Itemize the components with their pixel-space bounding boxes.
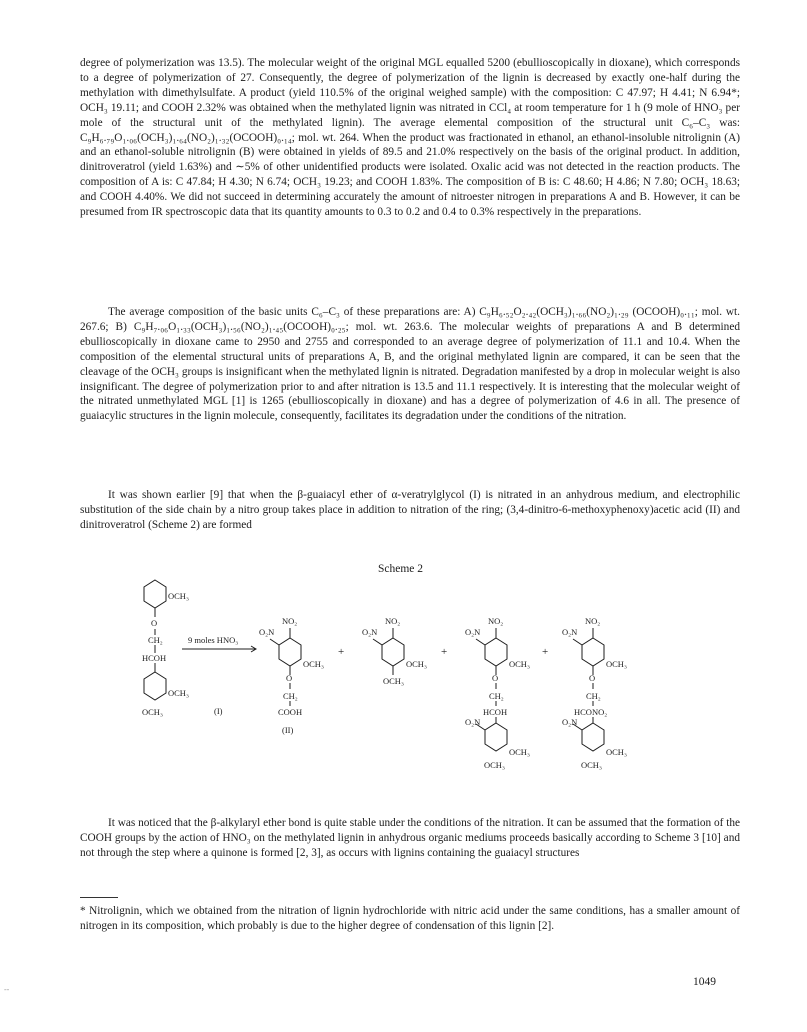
benzene-ring (144, 580, 166, 608)
o2n-label: O₂N (465, 717, 481, 727)
och3-label: OCH₃ (606, 747, 627, 757)
ch2-label: CH₂ (283, 691, 298, 701)
o2n-label: O₂N (465, 627, 481, 637)
footnote-divider (80, 897, 118, 898)
page-number: 1049 (693, 976, 716, 988)
no2-label: NO₂ (282, 616, 298, 626)
body-paragraph-2: The average composition of the basic units C₆–C₃ of these preparations are: A) C₉H₆.₅₂O₂.₄₂(OCH₃)₁.₆₆(NO₂)₁.₂₉ (O⁠C⁠OOH)₀.₁₁; mol. wt. 267.6; B) C₉H₇.₀₆O₁.₃₃(OCH₃)₁.₅₆(NO₂)₁.₄₅(O⁠C⁠OOH)₀.₂₅; mol. wt. 263.6. The molecular weights of preparations A and B determined ebullioscopically in dioxane came to 2950 and 2755 and corresponded to an average degree of polymerization of 11.1 and 10.4. When the composition of the elemental structural units of preparations A, B, and the original methylated lignin are compared, it can be seen that the cleavage of the OCH₃ groups is insignificant when the methylated lignin is nitrated. Degradation manifested by a drop in molecular weight is also insignificant. The degree of polymerization prior to and after nitration is 13.5 and 11.1 respectively. It is interesting that the molecular weight of the nitrated unmethylated MGL [1] is 1265 (ebullioscopically in dioxane) and has a degree of polymerization of 4.6 in all. The presence of guaiacylic structures in the lignin molecule, consequently, facilitates its degradation under the conditions of the nitration. (80, 306, 740, 423)
och3-label: OCH₃ (509, 659, 530, 669)
no2-label: NO₂ (385, 616, 401, 626)
benzene-ring (485, 638, 507, 666)
no2-label: NO₂ (488, 616, 504, 626)
och3-label: OCH₃ (168, 688, 189, 698)
benzene-ring (582, 723, 604, 751)
o2n-label: O₂N (259, 627, 275, 637)
och3-label: OCH₃ (509, 747, 530, 757)
benzene-ring (485, 723, 507, 751)
benzene-ring (582, 638, 604, 666)
hcoh-label: HCOH (142, 653, 167, 663)
scheme-2-diagram (130, 577, 670, 792)
och3-label: OCH₃ (303, 659, 324, 669)
ch2-label: CH₂ (148, 635, 163, 645)
reagent-label: 9 moles HNO₃ (188, 635, 239, 645)
och3-label: OCH₃ (142, 707, 163, 717)
och3-label: OCH₃ (406, 659, 427, 669)
scheme-title: Scheme 2 (378, 563, 424, 575)
hcono2-label: HCONO₂ (574, 707, 608, 717)
o2n-label: O₂N (362, 627, 378, 637)
o2n-label: O₂N (562, 717, 578, 727)
plus-sign: + (542, 646, 549, 658)
och3-label: OCH₃ (606, 659, 627, 669)
body-paragraph-3: It was shown earlier [9] that when the β-guaiacyl ether of α-veratrylglycol (I) is nitrated in an anhydrous medium, and electrophilic substitution of the side chain by a nitro group takes place in addition to nitration of the ring; (3,4-dinitro-6-methoxyphenoxy)acetic acid (II) and dinitroveratrol (Scheme 2) are formed (80, 489, 740, 531)
footnote: * Nitrolignin, which we obtained from the nitration of lignin hydrochloride with nitric acid under the same conditions, has a smaller amount of nitrogen in its composition, which probably is due to the higher degree of condensation of this lignin [2]. (80, 905, 740, 932)
no2-label: NO₂ (585, 616, 601, 626)
o-label: O (492, 673, 499, 683)
plus-sign: + (441, 646, 448, 658)
ch2-label: CH₂ (489, 691, 504, 701)
och3-label: OCH₃ (484, 760, 505, 770)
benzene-ring (279, 638, 301, 666)
o-label: O (589, 673, 596, 683)
o2n-label: O₂N (562, 627, 578, 637)
och3-label: OCH₃ (168, 591, 189, 601)
compound-ii-label: (II) (282, 725, 294, 735)
body-paragraph-1: degree of polymerization was 13.5). The molecular weight of the original MGL equalled 5200 (ebullioscopically in dioxane), which corresponds to a degree of polymerization of 27. Consequently, the degree of polymerization of the lignin is decreased by exactly one-half during the methylation with dimethylsulfate. A product (yield 110.5% of the original weighed sample) with the composition: C 47.97; H 4.41; N 6.94*; OCH₃ 19.11; and COOH 2.32% was obtained when the methylated lignin was nitrated in CCl₄ at room temperature for 1 h (9 mole of HNO₃ per mole of the structural unit of the methylated lignin). The average elemental composition of the structural unit C₆–C₃ was: C₉H₆.₇₉O₁.₀₆(OCH₃)₁.₆₄(NO₂)₁.₃₂(O⁠C⁠OOH)₀.₁₄; mol. wt. 264. When the product was fractionated in ethanol, an ethanol-insoluble nitrolignin (A) and an ethanol-soluble nitrolignin (B) were obtained in yields of 89.5 and 21.0% respectively on the basis of the original product. In addition, dinitroveratrol (yield 1.63%) and ∼5% of other unidentified products were isolated. Oxalic acid was not detected in the reaction products. The composition of A is: C 47.84; H 4.30; N 6.74; OCH₃ 19.23; and COOH 1.83%. The composition of B is: C 48.60; H 4.86; N 7.80; OCH₃ 18.63; and COOH 4.40%. We did not succeed in determining accurately the amount of nitroester nitrogen in preparations A and B. However, it can be presumed from IR spectroscopic data that its quantity amounts to 0.3 to 0.2 and 0.4 to 0.3% respectively in the preparations. (80, 57, 740, 219)
plus-sign: + (338, 646, 345, 658)
benzene-ring (382, 638, 404, 666)
margin-mark: -- (4, 985, 10, 994)
cooh-label: COOH (278, 707, 303, 717)
body-paragraph-4: It was noticed that the β-alkylaryl ether bond is quite stable under the conditions of the nitration. It can be assumed that the formation of the COOH groups by the action of HNO₃ on the methylated lignin in anhydrous organic mediums proceeds basically according to Scheme 3 [10] and not through the step where a quinone is formed [2, 3], as occurs with lignins containing the guaiacyl structures (80, 817, 740, 859)
o-label: O (151, 618, 158, 628)
och3-label: OCH₃ (383, 676, 404, 686)
och3-label: OCH₃ (581, 760, 602, 770)
hcoh-label: HCOH (483, 707, 508, 717)
compound-i-label: (I) (214, 706, 223, 716)
ch2-label: CH₂ (586, 691, 601, 701)
benzene-ring (144, 672, 166, 700)
o-label: O (286, 673, 293, 683)
